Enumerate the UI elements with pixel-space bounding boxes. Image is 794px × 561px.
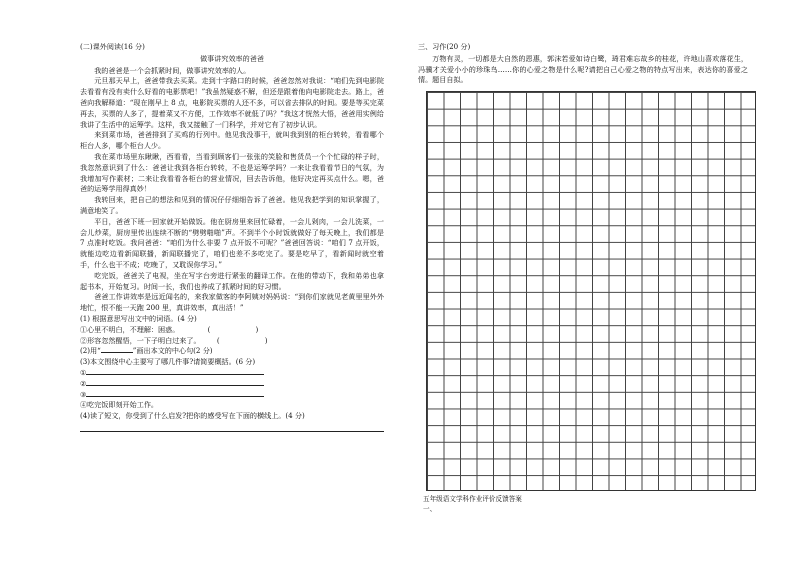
answer-key-footer (423, 494, 522, 514)
reading-section (80, 42, 384, 432)
question-4: (4)读了短文，你受到了什么启发?把你的感受写在下面的横线上。(4 分) (80, 411, 305, 421)
article-paragraph-7: 吃完饭，爸爸关了电视，坐在写字台旁进行紧张的翻译工作。在他的带动下，我和弟弟也拿起书本，开始复习。时间一长，我们也养成了抓紧时间的好习惯。 (80, 270, 384, 291)
question-3: (3)本文围绕中心主要写了哪几件事?请简要概括。(6 分) (80, 357, 256, 367)
question-1a-text: ①心里不明白，不理解：困惑。 (80, 324, 180, 334)
question-1a-answer-paren[interactable]: ( ) (207, 324, 259, 334)
question-2-post: ”画出本文的中心句(2 分) (132, 346, 213, 356)
composition-section-heading: 三、习作(20 分) (418, 42, 471, 51)
article-paragraph-5: 我转回来，把自己的想法和见到的情况仔仔细细告诉了爸爸。他见我把学到的知识掌握了，满意地笑了。 (80, 195, 384, 215)
answer-key-section-1: 一、 (423, 505, 437, 513)
question-2 (80, 346, 384, 357)
question-3-item-3-marker: ③ (80, 389, 87, 399)
question-3-item-3 (80, 390, 384, 401)
question-3-item-1-answer-line[interactable] (86, 374, 264, 375)
article-paragraph-3: 来到菜市场，爸爸排到了买鸡的行列中。他见我没事干，就叫我到别的柜台转转，看看哪个柜台人多，哪个柜台人少。 (80, 130, 384, 151)
question-1: (1) 根据意思写出文中的词语。(4 分) (80, 313, 197, 323)
question-1b-answer-paren[interactable]: ( ) (216, 335, 268, 345)
question-3-item-2 (80, 379, 384, 390)
article-paragraph-1: 我的爸爸是一个会抓紧时间，做事讲究效率的人。 (94, 65, 251, 75)
answer-key-title: 五年级语文学科作业评价反馈答案 (423, 495, 522, 503)
article-paragraph-2: 元旦那天早上，爸爸带我去买菜。走到十字路口的时候，爸爸忽然对我说：“咱们先到电影院去看看有没有卖什么好看的电影票吧！”我虽然疑惑不解，但还是跟着他向电影院走去。路上，爸爸向我解释道：“现在刚早上 8 点，电影院买票的人还不多，可以省去排队的时间。要是等买完菜再去，买票的人多了，提着菜又不方便，工作效率不就低了吗？”我这才恍然大悟，爸爸用实例给我讲了生活中的运筹学。这样，我又接触了一门科学，并对它有了初步认识。 (80, 76, 384, 129)
question-3-item-2-marker: ② (80, 378, 87, 388)
question-3-item-3-answer-line[interactable] (86, 396, 264, 397)
question-3-item-1 (80, 368, 384, 379)
composition-prompt: 万物有灵，一切都是大自然的恩惠，郭沫若爱如诗白鹭，琦君难忘故乡的桂花，许地山喜欢落花生，冯骥才关爱小小的珍珠鸟……你的心爱之物是什么呢?请把自己心爱之物的特点写出来，表达你的喜爱之情。题目自拟。 (418, 53, 748, 85)
question-2-pre: (2)用“ (80, 346, 101, 356)
writing-grid[interactable] (426, 91, 756, 491)
article-paragraph-8: 爸爸工作讲效率是远近闻名的，来我家做客的李阿姨对妈妈说：“到你们家就见老黄里里外外地忙，恨不能一天跑 200 里，真讲效率，真出活！” (80, 292, 384, 313)
article-paragraph-4: 我在菜市场里东瞅瞅，西看看，当看到顾客们一张张的笑脸和售货员一个个忙碌的样子时，我忽然意识到了什么：爸爸让我到各柜台转转，不也是运筹学吗？一来让我看看节日的气氛，为我增加写作素材；二来让我看看各柜台的营业情况，回去告诉他，他好决定再买点什么。嗯，爸爸的运筹学用得真妙！ (80, 151, 384, 194)
question-1a (80, 325, 384, 336)
article-title: 做事讲究效率的爸爸 (200, 53, 264, 63)
question-1b-text: ②形容忽然醒悟，一下子明白过来了。 (80, 335, 201, 345)
question-3-item-1-marker: ① (80, 367, 87, 377)
question-1b (80, 336, 384, 347)
question-3-item-4: ④吃完饭即刻开始工作。 (80, 400, 159, 410)
question-4-answer-line[interactable] (80, 422, 384, 433)
question-3-item-2-answer-line[interactable] (86, 385, 264, 386)
reading-section-heading: (二)课外阅读(16 分) (80, 42, 145, 51)
article-paragraph-6: 平日，爸爸下班一回家就开始做饭。他在厨房里来回忙碌着，一会儿剁肉，一会儿洗菜，一会儿炒菜，厨房里传出连续不断的“劈劈啪啪”声。不到半个小时饭就做好了每天晚上，我们都是 7 点准时吃饭。我问爸爸：“咱们为什么非要 7 点开饭不可呢？”爸爸回答说：“咱们 7 点开饭，就能边吃边看新闻联播，新闻联播完了，咱们也差不多吃完了。要是吃早了，看新闻时就空着手，什么也干不成；吃晚了，又耽误你学习。” (80, 216, 384, 269)
composition-section (418, 42, 748, 86)
underline-sample (101, 352, 133, 353)
